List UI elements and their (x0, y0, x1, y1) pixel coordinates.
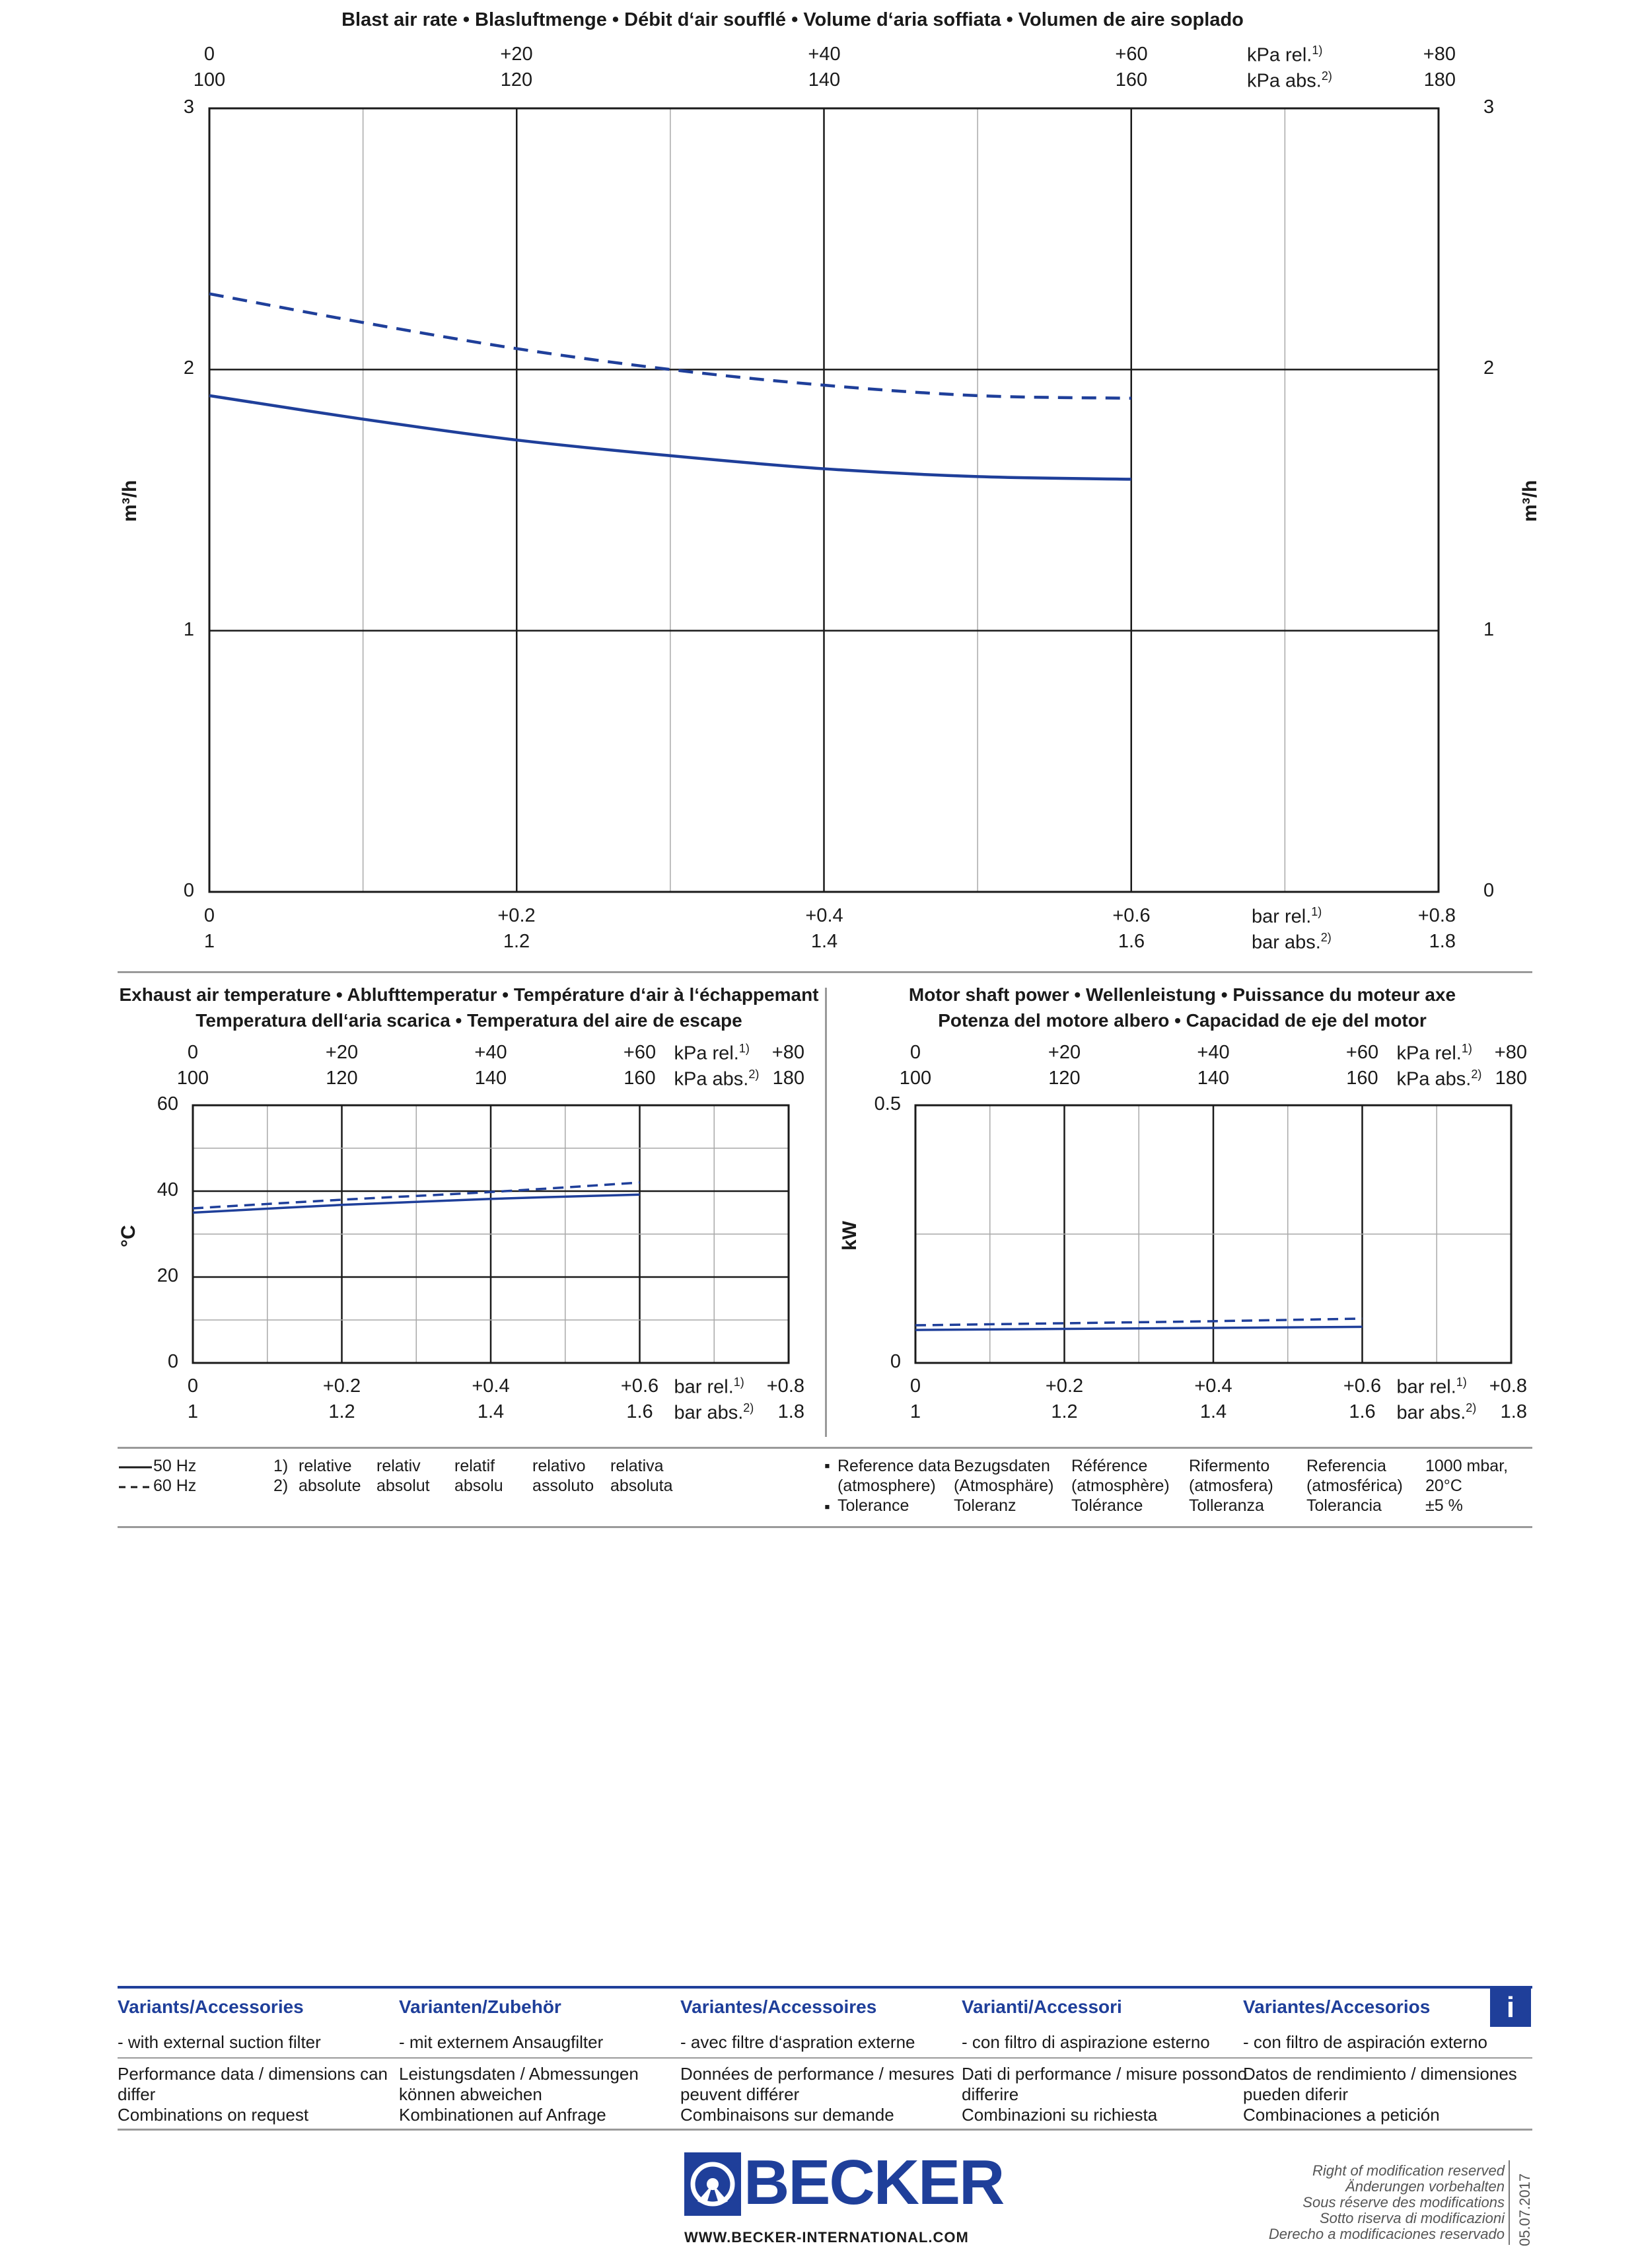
reference-cell: Tolérance (1071, 1496, 1143, 1515)
temp-y-tick: 0 (167, 1351, 178, 1372)
temp-y-tick: 40 (157, 1179, 178, 1200)
footnote-cell: absolu (454, 1477, 503, 1495)
power-bottom-tick-bar-abs: 1.2 (1051, 1401, 1078, 1422)
main-unit-kpa-abs: kPa abs.$^{2)}$ (1247, 69, 1332, 92)
main-bottom-tick-bar-rel: 0 (203, 905, 215, 926)
footer-variant-item: - mit externem Ansaugfilter (399, 2032, 604, 2052)
reference-cell: (atmosphere) (837, 1477, 936, 1495)
footer-note: pueden diferir (1243, 2084, 1348, 2104)
divider-legend-top (118, 1447, 1532, 1449)
temp-top-tick-kpa-rel: +80 (771, 1042, 804, 1063)
reference-cell: 1000 mbar, (1425, 1457, 1509, 1475)
main-top-tick-kpa-rel: +60 (1115, 44, 1148, 65)
footer-note: Performance data / dimensions can (118, 2064, 388, 2084)
reference-cell: 20°C (1425, 1477, 1462, 1495)
reference-cell: Rifermento (1189, 1457, 1270, 1475)
temp-top-tick-kpa-rel: 0 (187, 1042, 199, 1063)
becker-logo (684, 2147, 1004, 2218)
main-top-tick-kpa-abs: 100 (193, 69, 226, 91)
power-bottom-tick-bar-rel: +0.8 (1489, 1375, 1527, 1397)
temp-bottom-tick-bar-rel: 0 (187, 1375, 199, 1397)
power-chart-title-1: Motor shaft power • Wellenleistung • Puissance du moteur axe (908, 984, 1456, 1005)
temp-bottom-tick-bar-rel: +0.8 (766, 1375, 804, 1397)
rights-line: Sotto riserva di modificazioni (1319, 2210, 1505, 2226)
main-top-tick-kpa-rel: +20 (500, 44, 533, 65)
power-y-tick: 0.5 (874, 1093, 901, 1115)
power-bottom-tick-bar-abs: 1.8 (1500, 1401, 1527, 1422)
temp-top-tick-kpa-abs: 160 (623, 1068, 656, 1089)
power-top-tick-kpa-abs: 140 (1197, 1068, 1230, 1089)
reference-cell: Tolleranza (1189, 1496, 1264, 1515)
temp-bottom-tick-bar-abs: 1.6 (626, 1401, 653, 1422)
legend-line-50hz (119, 1464, 152, 1471)
footer-note: peuvent différer (680, 2084, 800, 2104)
footnote-cell: absolute (299, 1477, 361, 1495)
temp-bottom-tick-bar-abs: 1.4 (477, 1401, 505, 1422)
footer-note: differire (962, 2084, 1019, 2104)
footnote-cell: 1) (273, 1457, 289, 1475)
legend-50hz: 50 Hz (153, 1457, 197, 1475)
footer-note: Combinaciones a petición (1243, 2105, 1440, 2125)
reference-cell: (atmosfera) (1189, 1477, 1273, 1495)
main-bottom-tick-bar-abs: 1.4 (810, 931, 838, 952)
temp-top-tick-kpa-rel: +40 (474, 1042, 507, 1063)
footer-note: differ (118, 2084, 156, 2104)
power-y-label: kW (839, 1221, 861, 1251)
main-bottom-tick-bar-rel: +0.4 (805, 905, 843, 926)
temp-unit-bar-rel: bar rel.$^{1)}$ (674, 1375, 744, 1398)
footnote-cell: relativ (376, 1457, 421, 1475)
footer-heading: Variantes/Accesorios (1243, 1996, 1431, 2017)
reference-cell: Toleranz (954, 1496, 1016, 1515)
footer-note: Combinaisons sur demande (680, 2105, 894, 2125)
main-top-tick-kpa-rel: 0 (203, 44, 215, 65)
becker-logo-icon (684, 2152, 741, 2216)
main-top-tick-kpa-abs: 180 (1423, 69, 1456, 91)
rights-divider (1509, 2160, 1510, 2245)
temp-y-label: °C (118, 1225, 139, 1247)
rights-line: Sous réserve des modifications (1302, 2194, 1505, 2211)
divider-main (118, 971, 1532, 973)
main-y-tick-right: 2 (1483, 357, 1495, 379)
footnote-cell: absoluta (610, 1477, 673, 1495)
main-y-tick-right: 3 (1483, 96, 1495, 118)
power-bottom-tick-bar-abs: 1.6 (1349, 1401, 1376, 1422)
main-y-label-left: m³/h (119, 480, 141, 522)
ref-bullets: ▪ ▪ (824, 1457, 830, 1516)
footer-variant-item: - avec filtre d‘aspration externe (680, 2032, 915, 2052)
footer-note-rule (118, 2129, 1532, 2131)
main-top-tick-kpa-abs: 140 (808, 69, 841, 91)
footer-item-rule (118, 2057, 1532, 2059)
footer-heading: Variants/Accessories (118, 1996, 304, 2017)
power-top-tick-kpa-abs: 160 (1346, 1068, 1378, 1089)
temp-y-tick: 20 (157, 1265, 178, 1286)
footnote-cell: 2) (273, 1477, 289, 1495)
power-unit-bar-abs: bar abs.$^{2)}$ (1396, 1401, 1477, 1424)
footnote-cell: assoluto (532, 1477, 594, 1495)
legend-60hz: 60 Hz (153, 1477, 197, 1495)
footer-heading: Varianti/Accessori (962, 1996, 1122, 2017)
main-bottom-tick-bar-abs: 1 (203, 931, 215, 952)
footer-variant-item: - con filtro de aspiración externo (1243, 2032, 1487, 2052)
reference-cell: (atmosphère) (1071, 1477, 1170, 1495)
power-unit-kpa-abs: kPa abs.$^{2)}$ (1396, 1068, 1482, 1090)
temp-bottom-tick-bar-rel: +0.2 (322, 1375, 361, 1397)
temp-bottom-tick-bar-rel: +0.4 (472, 1375, 510, 1397)
reference-cell: Reference data (837, 1457, 950, 1475)
reference-cell: (Atmosphäre) (954, 1477, 1054, 1495)
power-chart-title-2: Potenza del motore albero • Capacidad de eje del motor (938, 1010, 1427, 1031)
main-y-tick-right: 1 (1483, 618, 1495, 640)
temp-top-tick-kpa-abs: 140 (474, 1068, 507, 1089)
footer-heading: Variantes/Accessoires (680, 1996, 877, 2017)
temp-chart-title-2: Temperatura dell‘aria scarica • Temperatura del aire de escape (196, 1010, 742, 1031)
main-unit-bar-rel: bar rel.$^{1)}$ (1252, 905, 1322, 928)
main-bottom-tick-bar-abs: 1.8 (1429, 931, 1456, 952)
main-y-tick-left: 0 (183, 880, 194, 901)
main-y-tick-left: 2 (183, 357, 194, 379)
footer-note: Leistungsdaten / Abmessungen (399, 2064, 639, 2084)
power-bottom-tick-bar-rel: +0.6 (1343, 1375, 1382, 1397)
main-y-tick-left: 1 (183, 618, 194, 640)
power-top-tick-kpa-rel: +40 (1197, 1042, 1230, 1063)
temp-top-tick-kpa-abs: 100 (176, 1068, 209, 1089)
main-y-tick-right: 0 (1483, 880, 1495, 901)
power-top-tick-kpa-rel: +80 (1494, 1042, 1527, 1063)
rights-line: Right of modification reserved (1312, 2162, 1505, 2179)
temp-bottom-tick-bar-rel: +0.6 (620, 1375, 659, 1397)
power-top-tick-kpa-rel: +20 (1048, 1042, 1081, 1063)
power-bottom-tick-bar-abs: 1.4 (1199, 1401, 1227, 1422)
main-unit-bar-abs: bar abs.$^{2)}$ (1252, 931, 1332, 953)
rights-line: Derecho a modificaciones reservado (1268, 2226, 1505, 2242)
legend-line-60hz (119, 1484, 152, 1490)
temp-unit-kpa-abs: kPa abs.$^{2)}$ (674, 1068, 760, 1090)
main-chart-title: Blast air rate • Blasluftmenge • Débit d‘air soufflé • Volume d‘aria soffiata • Volumen de aire soplado (341, 9, 1244, 30)
power-unit-bar-rel: bar rel.$^{1)}$ (1396, 1375, 1467, 1398)
footer-note: Données de performance / mesures (680, 2064, 954, 2084)
power-top-tick-kpa-abs: 100 (899, 1068, 932, 1089)
main-chart (0, 0, 1638, 965)
power-unit-kpa-rel: kPa rel.$^{1)}$ (1396, 1042, 1472, 1064)
temp-unit-kpa-rel: kPa rel.$^{1)}$ (674, 1042, 750, 1064)
footnote-cell: relativo (532, 1457, 586, 1475)
main-top-tick-kpa-abs: 160 (1115, 69, 1148, 91)
reference-cell: Référence (1071, 1457, 1148, 1475)
main-top-tick-kpa-abs: 120 (500, 69, 533, 91)
document-date: 05.07.2017 (1516, 2173, 1533, 2246)
temp-chart-title-1: Exhaust air temperature • Ablufttemperatur • Température d‘air à l‘échappemant (119, 984, 819, 1005)
reference-cell: Referencia (1306, 1457, 1386, 1475)
temp-top-tick-kpa-abs: 120 (326, 1068, 358, 1089)
footer-note: Combinations on request (118, 2105, 309, 2125)
footnote-cell: absolut (376, 1477, 430, 1495)
footer-note: Dati di performance / misure possono (962, 2064, 1248, 2084)
temp-unit-bar-abs: bar abs.$^{2)}$ (674, 1401, 754, 1424)
reference-cell: ±5 % (1425, 1496, 1463, 1515)
footer-rule (118, 1986, 1532, 1989)
main-bottom-tick-bar-rel: +0.8 (1417, 905, 1456, 926)
power-y-tick: 0 (890, 1351, 901, 1372)
power-bottom-tick-bar-rel: 0 (909, 1375, 921, 1397)
power-top-tick-kpa-abs: 120 (1048, 1068, 1081, 1089)
main-top-tick-kpa-rel: +40 (808, 44, 841, 65)
temp-bottom-tick-bar-abs: 1.8 (777, 1401, 804, 1422)
power-bottom-tick-bar-abs: 1 (909, 1401, 921, 1422)
info-badge: i (1490, 1989, 1531, 2027)
power-series-50hz (915, 1327, 1363, 1330)
footnote-cell: relative (299, 1457, 352, 1475)
reference-cell: Tolerancia (1306, 1496, 1382, 1515)
footer-note: Kombinationen auf Anfrage (399, 2105, 606, 2125)
footer-heading: Varianten/Zubehör (399, 1996, 561, 2017)
main-top-tick-kpa-rel: +80 (1423, 44, 1456, 65)
main-bottom-tick-bar-rel: +0.6 (1112, 905, 1151, 926)
website[interactable]: WWW.BECKER-INTERNATIONAL.COM (684, 2229, 969, 2246)
main-y-tick-left: 3 (183, 96, 194, 118)
footnote-cell: relatif (454, 1457, 495, 1475)
footer-variant-item: - with external suction filter (118, 2032, 321, 2052)
footer-note: Combinazioni su richiesta (962, 2105, 1158, 2125)
main-bottom-tick-bar-abs: 1.6 (1118, 931, 1145, 952)
power-bottom-tick-bar-rel: +0.2 (1045, 1375, 1084, 1397)
reference-cell: Tolerance (837, 1496, 909, 1515)
footer-note: können abweichen (399, 2084, 542, 2104)
footnote-cell: relativa (610, 1457, 664, 1475)
main-bottom-tick-bar-abs: 1.2 (503, 931, 530, 952)
becker-logo-text: BECKER (744, 2147, 1004, 2218)
power-top-tick-kpa-rel: 0 (909, 1042, 921, 1063)
divider-legend-bottom (118, 1526, 1532, 1528)
footer-note: Datos de rendimiento / dimensiones (1243, 2064, 1517, 2084)
temp-bottom-tick-bar-abs: 1.2 (328, 1401, 355, 1422)
temp-y-tick: 60 (157, 1093, 178, 1115)
temp-bottom-tick-bar-abs: 1 (187, 1401, 199, 1422)
power-top-tick-kpa-rel: +60 (1345, 1042, 1379, 1063)
temp-top-tick-kpa-rel: +20 (325, 1042, 359, 1063)
temp-top-tick-kpa-abs: 180 (772, 1068, 804, 1089)
reference-cell: (atmosférica) (1306, 1477, 1403, 1495)
small-charts (0, 1044, 1638, 1414)
rights-notice (1189, 2163, 1505, 2242)
main-unit-kpa-rel: kPa rel.$^{1)}$ (1247, 44, 1323, 66)
power-top-tick-kpa-abs: 180 (1495, 1068, 1527, 1089)
footer-variant-item: - con filtro di aspirazione esterno (962, 2032, 1210, 2052)
main-y-label-right: m³/h (1519, 480, 1541, 522)
main-bottom-tick-bar-rel: +0.2 (497, 905, 536, 926)
temp-top-tick-kpa-rel: +60 (623, 1042, 657, 1063)
reference-cell: Bezugsdaten (954, 1457, 1050, 1475)
power-bottom-tick-bar-rel: +0.4 (1194, 1375, 1232, 1397)
rights-line: Änderungen vorbehalten (1345, 2178, 1505, 2195)
